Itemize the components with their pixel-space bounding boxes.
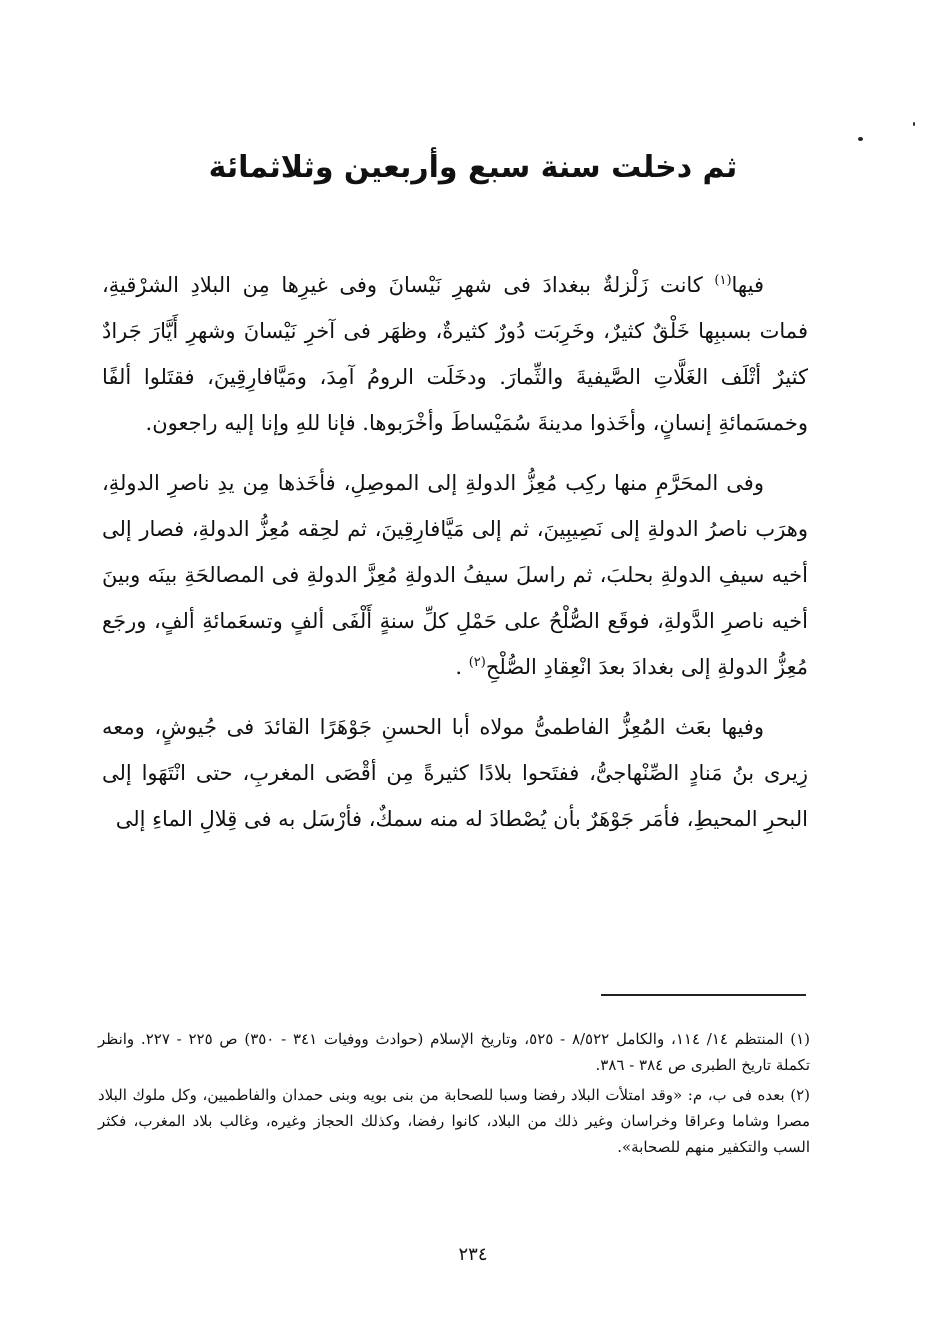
paragraph-end: . bbox=[455, 655, 469, 679]
footnote-divider bbox=[601, 994, 806, 996]
page-number: ٢٣٤ bbox=[458, 1244, 488, 1265]
footnotes bbox=[98, 1026, 810, 1164]
paragraph-body: بعَث المُعِزُّ الفاطمىُّ مولاه أبا الحسنِ جَوْهَرًا القائدَ فى جُيوشٍ، ومعه زِيرى بنُ مَنادٍ الصِّنْهاجىُّ، ففتَحوا بلادًا كثيرةً مِن أقْصَى المغربِ، حتى انْتَهَوا إلى البحرِ المحيطِ، فأمَر جَوْهَرٌ بأن يُصْطادَ له منه سمكٌ، فأرْسَل به فى قِلالِ الماءِ إلى bbox=[102, 715, 808, 831]
paragraph-2 bbox=[102, 460, 808, 690]
paragraph-body: كانت زَلْزلةٌ ببغدادَ فى شهرِ نَيْسانَ وفى غيرِها مِن البلادِ الشرْقيةِ، فمات بسببِها خَلْقٌ كثيرٌ، وخَرِبَت دُورٌ كثيرةٌ، وظهَر فى آخرِ نَيْسانَ وشهرِ أَيَّارَ جَرادٌ كثيرٌ أتْلَف الغَلَّاتِ الصَّيفيةَ والثِّمارَ. ودخَلَت الرومُ آمِدَ، ومَيَّافارِقِينَ، فقتَلوا ألفًا وخمسَمائةِ إنسانٍ، وأخَذوا مدينةَ سُمَيْساطَ وأخْرَبوها. فإنا للهِ وإنا إليه راجعون. bbox=[102, 273, 809, 435]
paragraph-3 bbox=[102, 704, 808, 842]
paragraph-lead: فيها bbox=[731, 273, 764, 297]
paragraph-lead: وفيها bbox=[721, 715, 764, 739]
footnote-1: (١) المنتظم ١٤/ ١١٤، والكامل ٨/٥٢٢ - ٥٢٥، وتاريخ الإسلام (حوادث ووفيات ٣٤١ - ٣٥٠) ص ٢٢٥ - ٢٢٧. وانظر تكملة تاريخ الطبرى ص ٣٨٤ - ٣٨٦. bbox=[98, 1030, 811, 1074]
footnote-ref-1[interactable]: (١) bbox=[714, 273, 732, 288]
chapter-title: ثم دخلت سنة سبع وأربعين وثلاثمائة bbox=[208, 150, 738, 185]
ink-speck bbox=[913, 122, 915, 126]
footnote-ref-2[interactable]: (٢) bbox=[468, 655, 486, 670]
footnote-2: (٢) بعده فى ب، م: «وقد امتلأت البلاد رفضا وسبا للصحابة من بنى بويه وبنى حمدان والفاطميين، وكل ملوك البلاد مصرا وشاما وعراقا وخراسان وغير ذلك من البلاد، كانوا رفضا، وكذلك الحجاز وغيره، وغالب بلاد المغرب، فكثر السب والتكفير منهم للصحابة». bbox=[98, 1086, 810, 1156]
main-text bbox=[102, 262, 808, 856]
paragraph-body: منها ركِب مُعِزُّ الدولةِ إلى الموصِلِ، فأخَذها مِن يدِ ناصرِ الدولةِ، وهرَب ناصرُ الدولةِ إلى نَصِيبِينَ، ثم إلى مَيَّافارِقِينَ، ثم لحِقه مُعِزُّ الدولةِ، فصار إلى أخيه سيفِ الدولةِ بحلبَ، ثم راسلَ سيفُ الدولةِ مُعِزَّ الدولةِ فى المصالحَةِ بينَه وبينَ أخيه ناصرِ الدَّولةِ، فوقَع الصُّلْحُ على حَمْلِ كلِّ سنةٍ أَلْفَى ألفٍ وتسعَمائةِ ألفٍ، ورجَع مُعِزُّ الدولةِ إلى بغدادَ بعدَ انْعِقادِ الصُّلْحِ bbox=[102, 471, 808, 679]
ink-speck bbox=[858, 137, 863, 141]
paragraph-lead: وفى المحَرَّمِ bbox=[655, 471, 764, 495]
paragraph-1 bbox=[102, 262, 808, 446]
